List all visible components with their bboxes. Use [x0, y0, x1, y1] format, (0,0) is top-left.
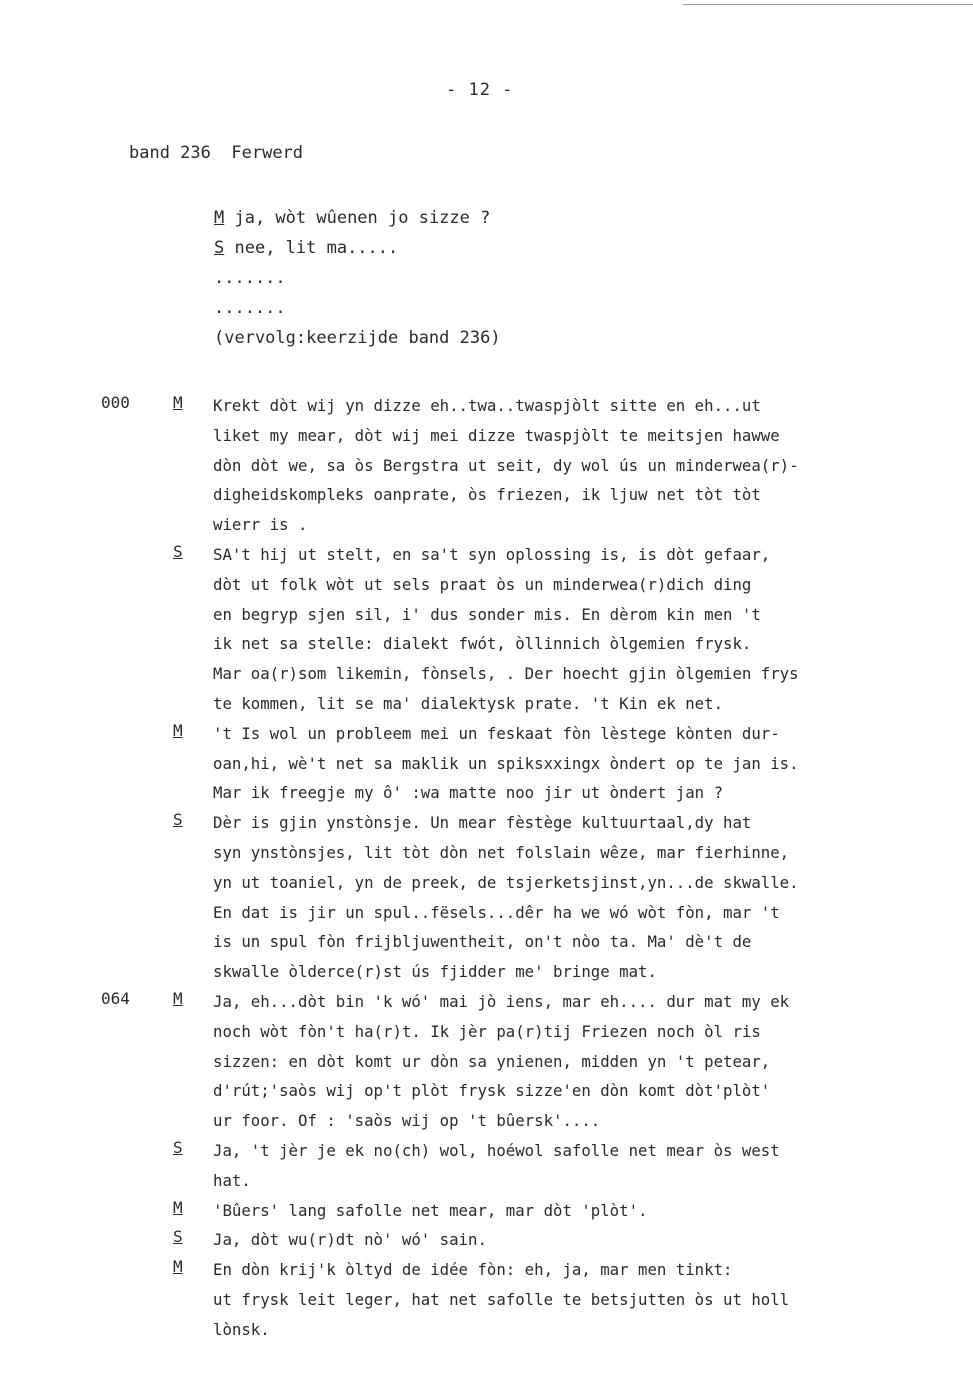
text-line: yn ut toaniel, yn de preek, de tsjerketsjinst,yn...de skwalle.	[213, 872, 799, 892]
speaker-label: M	[214, 208, 225, 228]
text-line: ik net sa stelle: dialekt fwót, òllinnich òlgemien frysk.	[213, 634, 752, 654]
speaker-label: S	[173, 541, 183, 561]
text-line: 't Is wol un probleem mei un feskaat fòn lèstege kònten dur-	[213, 723, 780, 743]
text-line: digheidskompleks oanprate, òs friezen, ik ljuw net tòt tòt	[213, 485, 761, 505]
turn-text	[213, 987, 969, 1136]
turn-text	[213, 1255, 969, 1344]
prelude-text: nee, lit ma.....	[224, 238, 399, 258]
turn-text	[213, 1196, 969, 1226]
speaker-turn	[0, 808, 973, 987]
speaker-turn	[0, 1196, 973, 1226]
text-line: Mar ik freegje my ô' :wa matte noo jir ut òndert jan ?	[213, 783, 724, 803]
text-line: Ja, dòt wu(r)dt nò' wó' sain.	[213, 1230, 487, 1250]
top-edge-rule	[683, 4, 973, 5]
speaker-label: M	[173, 1197, 183, 1217]
band-header	[129, 143, 303, 163]
text-line: Ja, 't jèr je ek no(ch) wol, hoéwol safolle net mear òs west	[213, 1140, 780, 1160]
speaker-label: S	[173, 1137, 183, 1157]
tape-counter: 064	[101, 988, 130, 1008]
text-line: skwalle òlderce(r)st ús fjidder me' bringe mat.	[213, 962, 657, 982]
text-line: ut frysk leit leger, hat net safolle te betsjutten òs ut holl	[213, 1289, 790, 1309]
text-line: d'rút;'saòs wij op't plòt frysk sizze'en dòn komt dòt'plòt'	[213, 1081, 771, 1101]
text-line: En dòn krij'k òltyd de idée fòn: eh, ja, mar men tinkt:	[213, 1260, 733, 1280]
text-line: lònsk.	[213, 1319, 270, 1339]
speaker-turn	[0, 1225, 973, 1255]
text-line: oan,hi, wè't net sa maklik un spiksxxingx òndert op te jan is.	[213, 753, 799, 773]
speaker-turn	[0, 1136, 973, 1196]
text-line: dòt ut folk wòt ut sels praat òs un minderwea(r)dich ding	[213, 574, 752, 594]
prelude-line	[214, 323, 914, 353]
text-line: syn ynstònsjes, lit tòt dòn net folslain wêze, mar fierhinne,	[213, 842, 790, 862]
speaker-turn	[0, 540, 973, 719]
prelude-line	[214, 203, 914, 233]
text-line: is un spul fòn frijbljuwentheit, on't nòo ta. Ma' dè't de	[213, 932, 752, 952]
prelude-text: (vervolg:keerzijde band 236)	[214, 328, 501, 348]
place-name: Ferwerd	[231, 143, 304, 163]
text-line: Mar oa(r)som likemin, fònsels, . Der hoecht gjin òlgemien frys	[213, 664, 799, 684]
turn-text	[213, 1136, 969, 1196]
prelude-line	[214, 293, 914, 323]
prelude-block	[214, 203, 914, 353]
speaker-turn	[0, 987, 973, 1136]
speaker-label: S	[214, 238, 225, 258]
turn-text	[213, 540, 969, 719]
speaker-turn	[0, 719, 973, 808]
prelude-line	[214, 233, 914, 263]
prelude-text: ja, wòt wûenen jo sizze ?	[224, 208, 491, 228]
text-line: wierr is .	[213, 515, 308, 535]
transcript-body	[0, 391, 973, 1345]
speaker-label: M	[173, 393, 183, 412]
band-label: band 236	[129, 143, 211, 163]
prelude-line	[214, 263, 914, 293]
speaker-label: M	[173, 720, 183, 740]
text-line: Dèr is gjin ynstònsje. Un mear fèstège kultuurtaal,dy hat	[213, 813, 752, 833]
text-line: liket my mear, dòt wij mei dizze twaspjòlt te meitsjen hawwe	[213, 425, 780, 445]
tape-counter: 000	[101, 393, 130, 412]
speaker-label: S	[173, 1227, 183, 1247]
turn-text	[213, 719, 969, 808]
turn-text	[213, 808, 969, 987]
prelude-text: .......	[214, 298, 286, 318]
text-line: hat.	[213, 1170, 251, 1190]
speaker-label: S	[173, 810, 183, 830]
text-line: sizzen: en dòt komt ur dòn sa ynienen, midden yn 't petear,	[213, 1051, 771, 1071]
prelude-text: .......	[214, 268, 286, 288]
text-line: en begryp sjen sil, i' dus sonder mis. En dèrom kin men 't	[213, 604, 761, 624]
speaker-label: M	[173, 988, 183, 1008]
speaker-turn	[0, 391, 973, 540]
turn-text	[213, 391, 969, 540]
page-number: - 12 -	[446, 80, 514, 100]
turn-text	[213, 1225, 969, 1255]
text-line: En dat is jir un spul..fësels...dêr ha we wó wòt fòn, mar 't	[213, 902, 780, 922]
text-line: SA't hij ut stelt, en sa't syn oplossing is, is dòt gefaar,	[213, 544, 771, 564]
speaker-label: M	[173, 1257, 183, 1277]
text-line: dòn dòt we, sa òs Bergstra ut seit, dy wol ús un minderwea(r)-	[213, 455, 799, 475]
text-line: Krekt dòt wij yn dizze eh..twa..twaspjòlt sitte en eh...ut	[213, 396, 761, 415]
text-line: te kommen, lit se ma' dialektysk prate. 't Kin ek net.	[213, 693, 724, 713]
text-line: Ja, eh...dòt bin 'k wó' mai jò iens, mar eh.... dur mat my ek	[213, 991, 790, 1011]
text-line: ur foor. Of : 'saòs wij op 't bûersk'....	[213, 1111, 601, 1131]
text-line: noch wòt fòn't ha(r)t. Ik jèr pa(r)tij Friezen noch òl ris	[213, 1021, 761, 1041]
text-line: 'Bûers' lang safolle net mear, mar dòt 'plòt'.	[213, 1200, 648, 1220]
speaker-turn	[0, 1255, 973, 1344]
